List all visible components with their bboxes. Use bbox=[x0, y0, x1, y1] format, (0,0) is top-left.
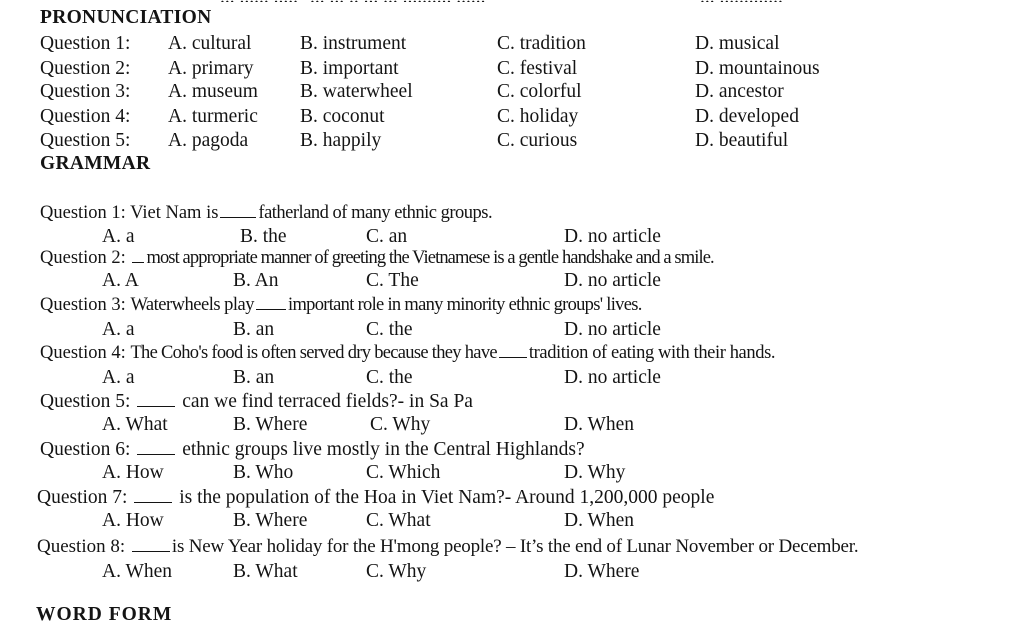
option-c: C. Which bbox=[366, 462, 441, 483]
option-d: D. Where bbox=[564, 561, 640, 582]
question-label: Question 8: bbox=[37, 536, 126, 557]
grammar-question-1 bbox=[40, 203, 492, 223]
question-text-after: can we find terraced fields?- in Sa Pa bbox=[182, 391, 473, 412]
option-b: B. An bbox=[233, 270, 279, 291]
cropped-fragment bbox=[220, 0, 298, 2]
option-c: C. curious bbox=[497, 130, 578, 151]
option-a: A. cultural bbox=[168, 33, 252, 54]
question-text-after: most appropriate manner of greeting the Vietnamese is a gentle handshake and a smile. bbox=[146, 248, 714, 268]
question-label: Question 4: bbox=[40, 343, 126, 363]
option-a: A. What bbox=[102, 414, 168, 435]
option-c: C. tradition bbox=[497, 33, 586, 54]
cropped-fragment bbox=[700, 0, 783, 2]
cropped-fragment bbox=[310, 0, 486, 2]
grammar-question-7 bbox=[37, 488, 714, 508]
option-a: A. A bbox=[102, 270, 139, 291]
option-c: C. festival bbox=[497, 58, 578, 79]
option-d: D. developed bbox=[695, 106, 799, 127]
option-d: D. no article bbox=[564, 319, 661, 340]
option-d: D. no article bbox=[564, 226, 661, 247]
question-label: Question 1: bbox=[40, 33, 131, 54]
option-d: D. musical bbox=[695, 33, 780, 54]
grammar-heading: GRAMMAR bbox=[40, 153, 151, 174]
pronunciation-heading: PRONUNCIATION bbox=[40, 7, 212, 28]
cropped-top-line bbox=[0, 0, 1024, 2]
option-a: A. primary bbox=[168, 58, 254, 79]
grammar-question-3 bbox=[40, 295, 642, 315]
option-a: A. turmeric bbox=[168, 106, 258, 127]
answer-blank bbox=[132, 537, 170, 552]
option-a: A. When bbox=[102, 561, 173, 582]
option-b: B. the bbox=[240, 226, 287, 247]
option-d: D. When bbox=[564, 510, 635, 531]
word-form-heading: WORD FORM bbox=[36, 604, 173, 625]
question-label: Question 2: bbox=[40, 248, 126, 268]
grammar-question-8 bbox=[37, 537, 858, 556]
option-a: A. a bbox=[102, 319, 135, 340]
option-b: B. an bbox=[233, 367, 275, 388]
option-a: A. museum bbox=[168, 81, 258, 102]
question-text-after: fatherland of many ethnic groups. bbox=[258, 203, 493, 223]
option-a: A. How bbox=[102, 462, 164, 483]
option-c: C. colorful bbox=[497, 81, 582, 102]
option-c: C. Why bbox=[370, 414, 431, 435]
option-d: D. no article bbox=[564, 270, 661, 291]
option-d: D. ancestor bbox=[695, 81, 784, 102]
question-text-after: important role in many minority ethnic groups' lives. bbox=[288, 295, 642, 315]
answer-blank bbox=[256, 295, 286, 310]
grammar-question-6 bbox=[40, 440, 585, 460]
grammar-question-4 bbox=[40, 343, 775, 363]
option-b: B. happily bbox=[300, 130, 382, 151]
question-text-before: Waterwheels play bbox=[130, 295, 255, 315]
option-d: D. Why bbox=[564, 462, 626, 483]
option-b: B. instrument bbox=[300, 33, 407, 54]
question-label: Question 3: bbox=[40, 295, 126, 315]
question-text-after: is New Year holiday for the H'mong people? – It’s the end of Lunar November or December. bbox=[171, 536, 859, 557]
question-label: Question 6: bbox=[40, 439, 131, 460]
option-b: B. Who bbox=[233, 462, 294, 483]
option-c: C. the bbox=[366, 319, 413, 340]
option-a: A. a bbox=[102, 367, 135, 388]
option-c: C. What bbox=[366, 510, 431, 531]
question-text-before: The Coho's food is often served dry because they have bbox=[130, 343, 497, 363]
option-b: B. an bbox=[233, 319, 275, 340]
option-b: B. What bbox=[233, 561, 298, 582]
answer-blank bbox=[134, 488, 172, 503]
option-b: B. waterwheel bbox=[300, 81, 413, 102]
option-d: D. beautiful bbox=[695, 130, 789, 151]
question-label: Question 3: bbox=[40, 81, 131, 102]
option-c: C. Why bbox=[366, 561, 427, 582]
grammar-question-5 bbox=[40, 392, 473, 412]
answer-blank bbox=[132, 248, 144, 263]
answer-blank bbox=[137, 392, 175, 407]
question-text-before: Viet Nam is bbox=[130, 203, 219, 223]
question-text-after: ethnic groups live mostly in the Central Highlands? bbox=[182, 439, 585, 460]
answer-blank bbox=[137, 440, 175, 455]
question-text-after: tradition of eating with their hands. bbox=[528, 343, 776, 363]
grammar-question-2 bbox=[40, 248, 714, 268]
option-b: B. important bbox=[300, 58, 399, 79]
option-b: B. Where bbox=[233, 510, 308, 531]
option-b: B. coconut bbox=[300, 106, 385, 127]
option-b: B. Where bbox=[233, 414, 308, 435]
question-label: Question 7: bbox=[37, 487, 128, 508]
question-label: Question 4: bbox=[40, 106, 131, 127]
question-text-after: is the population of the Hoa in Viet Nam?- Around 1,200,000 people bbox=[179, 487, 715, 508]
option-d: D. no article bbox=[564, 367, 661, 388]
answer-blank bbox=[499, 343, 527, 358]
option-c: C. the bbox=[366, 367, 413, 388]
option-c: C. an bbox=[366, 226, 408, 247]
option-a: A. How bbox=[102, 510, 164, 531]
question-label: Question 1: bbox=[40, 203, 126, 223]
option-a: A. pagoda bbox=[168, 130, 249, 151]
answer-blank bbox=[220, 203, 256, 218]
option-c: C. holiday bbox=[497, 106, 579, 127]
option-d: D. When bbox=[564, 414, 635, 435]
option-d: D. mountainous bbox=[695, 58, 820, 79]
question-label: Question 5: bbox=[40, 391, 131, 412]
question-label: Question 5: bbox=[40, 130, 131, 151]
option-a: A. a bbox=[102, 226, 135, 247]
question-label: Question 2: bbox=[40, 58, 131, 79]
option-c: C. The bbox=[366, 270, 419, 291]
